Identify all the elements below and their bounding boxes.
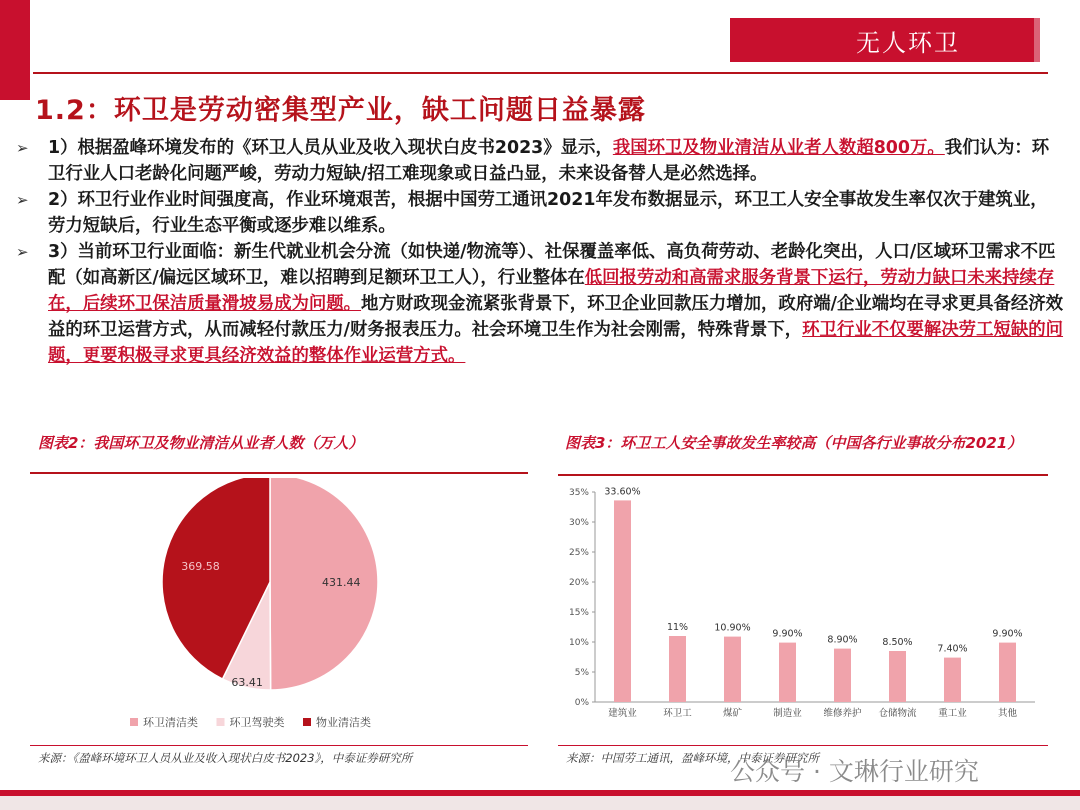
- arrow-bullet-icon: ➢: [16, 191, 29, 209]
- x-tick-label: 仓储物流: [878, 708, 917, 719]
- legend-swatch: [130, 718, 138, 726]
- bar-data-label: 9.90%: [772, 628, 803, 640]
- x-tick-label: 环卫工: [663, 708, 692, 719]
- bar: [669, 636, 686, 702]
- arrow-bullet-icon: ➢: [16, 243, 29, 261]
- legend-label: 物业清洁类: [316, 716, 371, 729]
- pie-chart: [60, 478, 500, 748]
- y-tick-label: 30%: [568, 518, 589, 528]
- y-tick-label: 5%: [574, 668, 589, 678]
- bullet-item-1: [14, 135, 1064, 187]
- x-tick-label: 其他: [997, 708, 1018, 719]
- bullet-highlight: 环卫行业不仅要解决劳工短缺的问题，更要积极寻求更具经济效益的整体作业运营方式。: [48, 320, 1064, 366]
- x-tick-label: 制造业: [773, 708, 802, 719]
- section-tag: 无人环卫: [730, 18, 1040, 62]
- y-tick-label: 10%: [568, 638, 589, 648]
- bullet-text: 地方财政现金流紧张背景下，环卫企业回款压力增加，政府端/企业端均在寻求更具备经济效益的环卫运营方式，从而减轻付款压力/财务报表压力。社会环境卫生作为社会刚需，特殊背景下，: [48, 294, 1064, 340]
- y-tick-label: 25%: [568, 548, 589, 558]
- legend-swatch: [217, 718, 225, 726]
- header-divider: [33, 72, 1048, 74]
- bullet-text: 2）环卫行业作业时间强度高，作业环境艰苦，根据中国劳工通讯2021年发布数据显示，环卫工人安全事故发生率仅次于建筑业，劳力短缺后，行业生态平衡或逐步难以维系。: [48, 190, 1048, 236]
- bar-data-label: 10.90%: [714, 622, 751, 634]
- arrow-bullet-icon: ➢: [16, 139, 29, 157]
- bullet-highlight: 低回报劳动和高需求服务背景下运行，劳动力缺口未来持续存在，后续环卫保洁质量滑坡易成为问题。: [48, 268, 1055, 314]
- figure1-rule: [30, 472, 528, 474]
- y-tick-label: 35%: [568, 488, 589, 498]
- bullet-item-2: [14, 187, 1064, 239]
- pie-data-label: 431.44: [322, 575, 361, 589]
- bar-data-label: 7.40%: [937, 643, 968, 655]
- figure2-source-rule: [558, 745, 1048, 746]
- legend-swatch: [303, 718, 311, 726]
- figure2-rule: [558, 474, 1048, 476]
- bullet-text: 1）根据盈峰环境发布的《环卫人员从业及收入现状白皮书2023》显示，: [48, 138, 613, 158]
- bar: [779, 643, 796, 702]
- bar-data-label: 8.50%: [882, 637, 913, 648]
- bar: [999, 643, 1016, 702]
- y-tick-label: 20%: [568, 578, 589, 588]
- watermark: 公众号 · 文琳行业研究: [730, 757, 979, 786]
- bullet-text: 我们认为：环卫行业人口老龄化问题严峻，劳动力短缺/招工难现象或日益凸显，未来设备替人是必然选择。: [48, 138, 1050, 184]
- x-tick-label: 建筑业: [608, 708, 637, 719]
- figure1-title: 图表2：我国环卫及物业清洁从业者人数（万人）: [38, 434, 364, 452]
- bar-data-label: 9.90%: [992, 628, 1023, 640]
- bar: [944, 658, 961, 702]
- page-title: 1.2：环卫是劳动密集型产业，缺工问题日益暴露: [35, 95, 646, 126]
- bar: [614, 500, 631, 702]
- bullet-item-3: [14, 239, 1064, 369]
- bar-data-label: 8.90%: [827, 634, 858, 646]
- bar-chart: [555, 480, 1045, 740]
- y-tick-label: 0%: [574, 698, 589, 708]
- pie-data-label: 369.58: [181, 559, 220, 573]
- legend-label: 环卫驾驶类: [229, 716, 285, 729]
- figure1-source: 来源：《盈峰环境环卫人员从业及收入现状白皮书2023》，中泰证券研究所: [38, 751, 413, 765]
- x-tick-label: 维修养护: [823, 708, 862, 719]
- bar-data-label: 11%: [666, 622, 689, 633]
- bullet-text: 3）当前环卫行业面临：新生代就业机会分流（如快递/物流等）、社保覆盖率低、高负荷劳动、老龄化突出，人口/区域环卫需求不匹配（如高新区/偏远区域环卫，难以招聘到足额环卫工人），行业整体在: [48, 242, 1056, 288]
- y-tick-label: 15%: [568, 608, 589, 618]
- pie-data-label: 63.41: [231, 676, 263, 690]
- bar: [889, 651, 906, 702]
- x-tick-label: 煤矿: [722, 708, 743, 719]
- x-tick-label: 重工业: [938, 708, 967, 719]
- left-accent-bar: [0, 0, 30, 100]
- bar: [834, 649, 851, 702]
- bar: [724, 637, 741, 702]
- bullet-highlight: 我国环卫及物业清洁从业者人数超800万。: [612, 138, 945, 158]
- bar-data-label: 33.60%: [604, 486, 641, 498]
- legend-label: 环卫清洁类: [143, 716, 198, 729]
- footer-strip: [0, 796, 1080, 810]
- figure2-source: 来源：中国劳工通讯，盈峰环境，中泰证券研究所: [566, 751, 819, 765]
- bullet-list: [14, 135, 1064, 369]
- figure2-title: 图表3：环卫工人安全事故发生率较高（中国各行业事故分布2021）: [565, 434, 1023, 452]
- figure1-source-rule: [30, 745, 528, 746]
